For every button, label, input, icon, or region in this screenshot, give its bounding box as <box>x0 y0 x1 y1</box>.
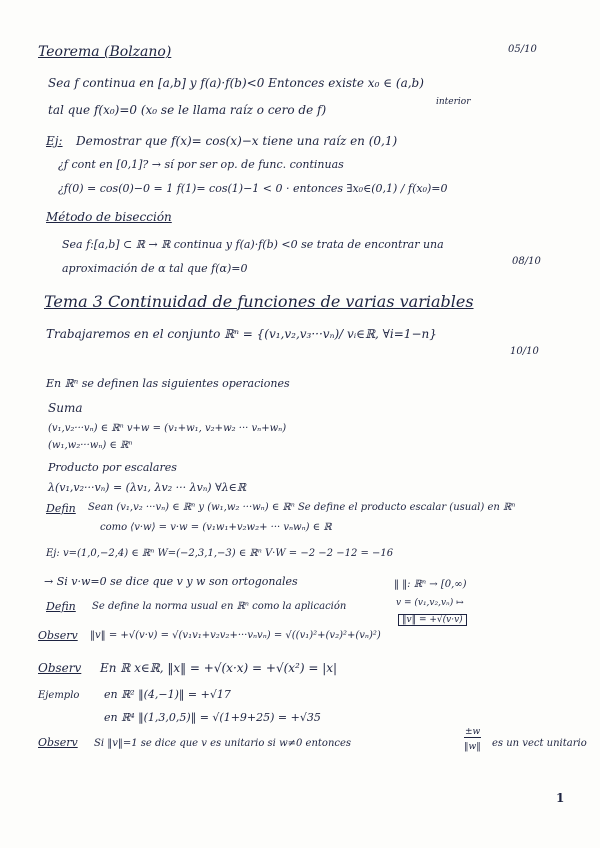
definition-1-line-2: como ⟨v·w⟩ = v·w = (v₁w₁+v₂w₂+ ··· vₙwₙ) ∈ ℝ <box>100 522 332 533</box>
bisection-line-1: Sea f:[a,b] ⊂ ℝ → ℝ continua y f(a)·f(b) <0 se trata de encontrar una <box>62 238 444 251</box>
operations-intro: En ℝⁿ se definen las siguientes operaciones <box>46 377 290 390</box>
title-bolzano: Teorema (Bolzano) <box>38 44 172 60</box>
observation-1-label: Observ <box>38 629 78 642</box>
bisection-title: Método de bisección <box>46 210 172 224</box>
definition-2-label: Defin <box>46 600 76 613</box>
unit-vector-fraction-numerator: ±w <box>465 727 481 737</box>
date-stamp: 08/10 <box>512 256 541 267</box>
tema-3-title: Tema 3 Continuidad de funciones de varias variables <box>44 292 474 311</box>
observation-3-label: Observ <box>38 736 78 749</box>
bolzano-interior-note: interior <box>436 97 471 107</box>
example-3-label: Ejemplo <box>38 690 80 701</box>
orthogonal-line: → Si v·w=0 se dice que v y w son ortogonales <box>44 575 298 588</box>
observation-3-end: es un vect unitario <box>492 738 587 749</box>
sum-title: Suma <box>48 401 83 415</box>
scalar-product-title: Producto por escalares <box>48 461 177 474</box>
bolzano-line-1: Sea f continua en [a,b] y f(a)·f(b)<0 Entonces existe x₀ ∈ (a,b) <box>48 76 424 90</box>
observation-2-line: En ℝ x∈ℝ, ‖x‖ = +√(x·x) = +√(x²) = |x| <box>100 661 338 675</box>
norm-vector: v = (v₁,v₂,vₙ) ↦ <box>396 598 464 608</box>
example-1-line-3: ¿f(0) = cos(0)−0 = 1 f(1)= cos(1)−1 < 0 · entonces ∃x₀∈(0,1) / f(x₀)=0 <box>58 182 448 195</box>
example-2-line: Ej: v=(1,0,−2,4) ∈ ℝⁿ W=(−2,3,1,−3) ∈ ℝⁿ V·W = −2 −2 −12 = −16 <box>46 548 394 559</box>
example-3-line-1: en ℝ² ‖(4,−1)‖ = +√17 <box>104 688 231 701</box>
definition-1-line-1: Sean (v₁,v₂ ···vₙ) ∈ ℝⁿ y (w₁,w₂ ···wₙ) ∈ ℝⁿ Se define el producto escalar (usual) en ℝⁿ <box>88 502 516 513</box>
set-definition-line: Trabajaremos en el conjunto ℝⁿ = {(v₁,v₂,v₃···vₙ)/ vᵢ∈ℝ, ∀i=1−n} <box>46 327 437 341</box>
date-stamp: 10/10 <box>510 346 539 357</box>
scalar-product-line: λ(v₁,v₂···vₙ) = (λv₁, λv₂ ··· λvₙ) ∀λ∈ℝ <box>48 481 246 494</box>
norm-boxed-formula: ‖v‖ = +√(v·v) <box>398 614 467 626</box>
bisection-line-2: aproximación de α tal que f(α)=0 <box>62 262 248 275</box>
sum-line-1: (v₁,v₂···vₙ) ∈ ℝⁿ v+w = (v₁+w₁, v₂+w₂ ··· vₙ+wₙ) <box>48 423 287 434</box>
definition-2-line: Se define la norma usual en ℝⁿ como la aplicación <box>92 601 347 612</box>
observation-2-label: Observ <box>38 661 82 675</box>
unit-vector-fraction-denominator: ‖w‖ <box>464 742 481 752</box>
definition-1-label: Defin <box>46 502 76 515</box>
bolzano-line-2: tal que f(x₀)=0 (x₀ se le llama raíz o cero de f) <box>48 103 327 117</box>
example-3-line-2: en ℝ⁴ ‖(1,3,0,5)‖ = √(1+9+25) = +√35 <box>104 711 321 724</box>
example-1-line-2: ¿f cont en [0,1]? → sí por ser op. de func. continuas <box>58 158 344 171</box>
observation-3-line: Si ‖v‖=1 se dice que v es unitario si w≠0 entonces <box>94 738 352 749</box>
sum-line-2: (w₁,w₂···wₙ) ∈ ℝⁿ <box>48 440 133 451</box>
example-1-line-1: Demostrar que f(x)= cos(x)−x tiene una raíz en (0,1) <box>76 134 398 148</box>
date-stamp: 05/10 <box>508 44 537 55</box>
example-1-label: Ej: <box>46 134 63 148</box>
observation-1-line: ‖v‖ = +√(v·v) = √(v₁v₁+v₂v₂+···vₙvₙ) = √((v₁)²+(v₂)²+(vₙ)²) <box>90 630 381 641</box>
norm-map: ‖ ‖: ℝⁿ → [0,∞) <box>394 579 467 590</box>
page-number: 1 <box>556 791 565 805</box>
